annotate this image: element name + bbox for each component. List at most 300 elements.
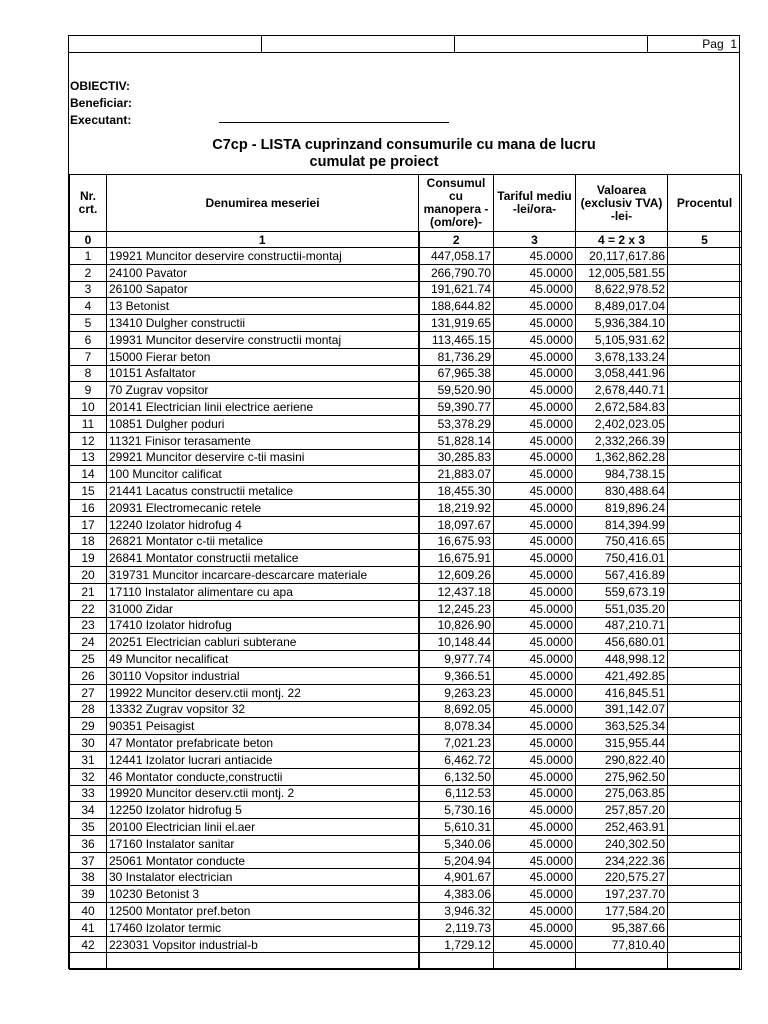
cell-valoare: 3,678,133.24 bbox=[576, 348, 668, 365]
header-cell bbox=[69, 36, 262, 52]
cell-nr: 19 bbox=[70, 550, 107, 567]
cell-valoare: 830,488.64 bbox=[576, 483, 668, 500]
cell-tarif: 45.0000 bbox=[494, 768, 576, 785]
cell-valoare: 290,822.40 bbox=[576, 751, 668, 768]
cell-valoare: 8,489,017.04 bbox=[576, 298, 668, 315]
cell-consum: 53,378.29 bbox=[419, 415, 494, 432]
cell-nr: 6 bbox=[70, 331, 107, 348]
cell-consum: 81,736.29 bbox=[419, 348, 494, 365]
table-row bbox=[70, 886, 742, 903]
cell-nr: 40 bbox=[70, 903, 107, 920]
cell-name: 26821 Montator c-tii metalice bbox=[107, 533, 419, 550]
col-header-valoare: Valoarea (exclusiv TVA) -lei- bbox=[576, 175, 668, 232]
cell-consum: 12,437.18 bbox=[419, 583, 494, 600]
cell-valoare: 197,237.70 bbox=[576, 886, 668, 903]
page-label: Pag bbox=[702, 37, 724, 51]
cell-nr: 29 bbox=[70, 718, 107, 735]
cell-valoare: 257,857.20 bbox=[576, 802, 668, 819]
document-title: C7cp - LISTA cuprinzand consumurile cu mana de lucru bbox=[212, 137, 596, 153]
cell-procent bbox=[668, 382, 742, 399]
cell-nr: 42 bbox=[70, 936, 107, 953]
cell-consum: 18,455.30 bbox=[419, 483, 494, 500]
cell-nr: 27 bbox=[70, 684, 107, 701]
cell-procent bbox=[668, 667, 742, 684]
cell-name: 17460 Izolator termic bbox=[107, 919, 419, 936]
cell-name: 15000 Fierar beton bbox=[107, 348, 419, 365]
cell-procent bbox=[668, 936, 742, 953]
cell-name: 13332 Zugrav vopsitor 32 bbox=[107, 701, 419, 718]
cell-valoare: 240,302.50 bbox=[576, 835, 668, 852]
cell-tarif: 45.0000 bbox=[494, 315, 576, 332]
page-number: 1 bbox=[730, 37, 737, 51]
cell-procent bbox=[668, 415, 742, 432]
table-row bbox=[70, 248, 742, 265]
cell-name: 29921 Muncitor deservire c-tii masini bbox=[107, 449, 419, 466]
table-row bbox=[70, 600, 742, 617]
cell-name: 17160 Instalator sanitar bbox=[107, 835, 419, 852]
cell-tarif: 45.0000 bbox=[494, 499, 576, 516]
cell-valoare: 234,222.36 bbox=[576, 852, 668, 869]
page-indicator bbox=[702, 37, 737, 51]
col-index: 0 bbox=[70, 232, 107, 248]
cell-nr: 30 bbox=[70, 735, 107, 752]
cell-valoare: 252,463.91 bbox=[576, 819, 668, 836]
table-row bbox=[70, 382, 742, 399]
cell-nr: 39 bbox=[70, 886, 107, 903]
cell-name: 19921 Muncitor deservire constructii-montaj bbox=[107, 248, 419, 265]
cell-name: 31000 Zidar bbox=[107, 600, 419, 617]
cell-consum: 67,965.38 bbox=[419, 365, 494, 382]
cell-tarif: 45.0000 bbox=[494, 399, 576, 416]
col-header-name: Denumirea meseriei bbox=[107, 175, 419, 232]
cell-consum: 8,078.34 bbox=[419, 718, 494, 735]
cell-procent bbox=[668, 365, 742, 382]
cell-name: 20251 Electrician cabluri subterane bbox=[107, 634, 419, 651]
table-row bbox=[70, 903, 742, 920]
document-sheet bbox=[68, 35, 740, 969]
table-row bbox=[70, 348, 742, 365]
cell-nr: 21 bbox=[70, 583, 107, 600]
table-row bbox=[70, 399, 742, 416]
col-header-nr: Nr. crt. bbox=[70, 175, 107, 232]
cell-procent bbox=[668, 684, 742, 701]
cell-procent bbox=[668, 248, 742, 265]
table-row bbox=[70, 331, 742, 348]
cell-name: 10230 Betonist 3 bbox=[107, 886, 419, 903]
table-row bbox=[70, 936, 742, 953]
cell-name: 26100 Sapator bbox=[107, 281, 419, 298]
cell-name: 25061 Montator conducte bbox=[107, 852, 419, 869]
cell-consum: 12,245.23 bbox=[419, 600, 494, 617]
top-header-bar bbox=[69, 36, 739, 53]
footer-cell bbox=[419, 953, 494, 970]
cell-name: 17410 Izolator hidrofug bbox=[107, 617, 419, 634]
cell-name: 20931 Electromecanic retele bbox=[107, 499, 419, 516]
cell-tarif: 45.0000 bbox=[494, 667, 576, 684]
table-row bbox=[70, 919, 742, 936]
col-header-consum: Consumul cu manopera -(om/ore)- bbox=[419, 175, 494, 232]
cell-valoare: 391,142.07 bbox=[576, 701, 668, 718]
cell-name: 19931 Muncitor deservire constructii montaj bbox=[107, 331, 419, 348]
cell-procent bbox=[668, 819, 742, 836]
cell-consum: 266,790.70 bbox=[419, 264, 494, 281]
cell-valoare: 421,492.85 bbox=[576, 667, 668, 684]
cell-nr: 11 bbox=[70, 415, 107, 432]
cell-valoare: 2,402,023.05 bbox=[576, 415, 668, 432]
cell-consum: 6,462.72 bbox=[419, 751, 494, 768]
table-row bbox=[70, 550, 742, 567]
cell-name: 12500 Montator pref.beton bbox=[107, 903, 419, 920]
cell-procent bbox=[668, 315, 742, 332]
cell-tarif: 45.0000 bbox=[494, 281, 576, 298]
cell-valoare: 12,005,581.55 bbox=[576, 264, 668, 281]
cell-consum: 8,692.05 bbox=[419, 701, 494, 718]
cell-nr: 10 bbox=[70, 399, 107, 416]
cell-nr: 34 bbox=[70, 802, 107, 819]
cell-valoare: 1,362,862.28 bbox=[576, 449, 668, 466]
cell-valoare: 814,394.99 bbox=[576, 516, 668, 533]
table-body bbox=[70, 248, 742, 953]
cell-nr: 35 bbox=[70, 819, 107, 836]
cell-procent bbox=[668, 869, 742, 886]
cell-nr: 7 bbox=[70, 348, 107, 365]
cell-nr: 1 bbox=[70, 248, 107, 265]
cell-name: 17110 Instalator alimentare cu apa bbox=[107, 583, 419, 600]
cell-procent bbox=[668, 651, 742, 668]
cell-consum: 51,828.14 bbox=[419, 432, 494, 449]
cell-nr: 37 bbox=[70, 852, 107, 869]
cell-tarif: 45.0000 bbox=[494, 550, 576, 567]
cell-valoare: 2,672,584.83 bbox=[576, 399, 668, 416]
cell-name: 19920 Muncitor deserv.ctii montj. 2 bbox=[107, 785, 419, 802]
table-row bbox=[70, 667, 742, 684]
cell-nr: 14 bbox=[70, 466, 107, 483]
cell-procent bbox=[668, 516, 742, 533]
table-row bbox=[70, 516, 742, 533]
cell-tarif: 45.0000 bbox=[494, 936, 576, 953]
cell-procent bbox=[668, 701, 742, 718]
beneficiar-label: Beneficiar: bbox=[70, 96, 133, 110]
cell-tarif: 45.0000 bbox=[494, 415, 576, 432]
cell-tarif: 45.0000 bbox=[494, 852, 576, 869]
cell-procent bbox=[668, 886, 742, 903]
col-header-procent: Procentul bbox=[668, 175, 742, 232]
cell-consum: 30,285.83 bbox=[419, 449, 494, 466]
cell-consum: 21,883.07 bbox=[419, 466, 494, 483]
cell-nr: 2 bbox=[70, 264, 107, 281]
cell-valoare: 275,063.85 bbox=[576, 785, 668, 802]
cell-consum: 4,901.67 bbox=[419, 869, 494, 886]
table-row bbox=[70, 634, 742, 651]
cell-procent bbox=[668, 903, 742, 920]
cell-nr: 25 bbox=[70, 651, 107, 668]
cell-consum: 9,263.23 bbox=[419, 684, 494, 701]
cell-procent bbox=[668, 634, 742, 651]
cell-name: 20141 Electrician linii electrice aeriene bbox=[107, 399, 419, 416]
cell-name: 10851 Dulgher poduri bbox=[107, 415, 419, 432]
cell-nr: 24 bbox=[70, 634, 107, 651]
cell-consum: 10,826.90 bbox=[419, 617, 494, 634]
cell-name: 319731 Muncitor incarcare-descarcare materiale bbox=[107, 567, 419, 584]
cell-tarif: 45.0000 bbox=[494, 869, 576, 886]
cell-valoare: 819,896.24 bbox=[576, 499, 668, 516]
cell-name: 46 Montator conducte,constructii bbox=[107, 768, 419, 785]
cell-procent bbox=[668, 751, 742, 768]
cell-procent bbox=[668, 835, 742, 852]
cell-tarif: 45.0000 bbox=[494, 516, 576, 533]
cell-tarif: 45.0000 bbox=[494, 617, 576, 634]
col-index: 3 bbox=[494, 232, 576, 248]
table-row bbox=[70, 735, 742, 752]
footer-cell bbox=[107, 953, 419, 970]
cell-consum: 7,021.23 bbox=[419, 735, 494, 752]
footer-cell bbox=[668, 953, 742, 970]
table-row bbox=[70, 432, 742, 449]
cell-valoare: 416,845.51 bbox=[576, 684, 668, 701]
cell-name: 26841 Montator constructii metalice bbox=[107, 550, 419, 567]
cell-consum: 9,366.51 bbox=[419, 667, 494, 684]
cell-valoare: 750,416.01 bbox=[576, 550, 668, 567]
cell-nr: 12 bbox=[70, 432, 107, 449]
cell-procent bbox=[668, 852, 742, 869]
cell-tarif: 45.0000 bbox=[494, 432, 576, 449]
cell-consum: 2,119.73 bbox=[419, 919, 494, 936]
cell-nr: 31 bbox=[70, 751, 107, 768]
cell-consum: 1,729.12 bbox=[419, 936, 494, 953]
cell-name: 12250 Izolator hidrofug 5 bbox=[107, 802, 419, 819]
column-index-row bbox=[70, 232, 742, 248]
cell-valoare: 2,678,440.71 bbox=[576, 382, 668, 399]
cell-valoare: 487,210.71 bbox=[576, 617, 668, 634]
cell-valoare: 750,416.65 bbox=[576, 533, 668, 550]
cell-consum: 5,340.06 bbox=[419, 835, 494, 852]
cell-name: 20100 Electrician linii el.aer bbox=[107, 819, 419, 836]
cell-tarif: 45.0000 bbox=[494, 298, 576, 315]
cell-nr: 36 bbox=[70, 835, 107, 852]
table-row bbox=[70, 466, 742, 483]
cell-tarif: 45.0000 bbox=[494, 331, 576, 348]
cell-valoare: 456,680.01 bbox=[576, 634, 668, 651]
cell-tarif: 45.0000 bbox=[494, 718, 576, 735]
cell-nr: 18 bbox=[70, 533, 107, 550]
cell-nr: 26 bbox=[70, 667, 107, 684]
cell-procent bbox=[668, 264, 742, 281]
cell-procent bbox=[668, 298, 742, 315]
cell-nr: 17 bbox=[70, 516, 107, 533]
table-row bbox=[70, 869, 742, 886]
cell-procent bbox=[668, 718, 742, 735]
cell-nr: 13 bbox=[70, 449, 107, 466]
footer-cell bbox=[70, 953, 107, 970]
cell-consum: 18,219.92 bbox=[419, 499, 494, 516]
cell-name: 49 Muncitor necalificat bbox=[107, 651, 419, 668]
cell-consum: 5,610.31 bbox=[419, 819, 494, 836]
cell-procent bbox=[668, 919, 742, 936]
cell-procent bbox=[668, 735, 742, 752]
cell-consum: 59,390.77 bbox=[419, 399, 494, 416]
cell-nr: 23 bbox=[70, 617, 107, 634]
cell-valoare: 220,575.27 bbox=[576, 869, 668, 886]
col-index: 1 bbox=[107, 232, 419, 248]
header-cell bbox=[455, 36, 648, 52]
table-row bbox=[70, 701, 742, 718]
cell-consum: 3,946.32 bbox=[419, 903, 494, 920]
cell-procent bbox=[668, 483, 742, 500]
cell-tarif: 45.0000 bbox=[494, 348, 576, 365]
cell-procent bbox=[668, 449, 742, 466]
cell-name: 12240 Izolator hidrofug 4 bbox=[107, 516, 419, 533]
cell-consum: 9,977.74 bbox=[419, 651, 494, 668]
cell-consum: 5,730.16 bbox=[419, 802, 494, 819]
cell-tarif: 45.0000 bbox=[494, 600, 576, 617]
cell-valoare: 2,332,266.39 bbox=[576, 432, 668, 449]
cell-nr: 41 bbox=[70, 919, 107, 936]
cell-name: 30110 Vopsitor industrial bbox=[107, 667, 419, 684]
cell-consum: 191,621.74 bbox=[419, 281, 494, 298]
cell-tarif: 45.0000 bbox=[494, 735, 576, 752]
cell-nr: 9 bbox=[70, 382, 107, 399]
cell-valoare: 448,998.12 bbox=[576, 651, 668, 668]
cell-consum: 131,919.65 bbox=[419, 315, 494, 332]
cell-valoare: 984,738.15 bbox=[576, 466, 668, 483]
cell-tarif: 45.0000 bbox=[494, 919, 576, 936]
cell-valoare: 559,673.19 bbox=[576, 583, 668, 600]
cell-consum: 4,383.06 bbox=[419, 886, 494, 903]
cell-procent bbox=[668, 550, 742, 567]
table-row bbox=[70, 533, 742, 550]
cell-tarif: 45.0000 bbox=[494, 533, 576, 550]
table-row bbox=[70, 567, 742, 584]
cell-procent bbox=[668, 533, 742, 550]
table-row bbox=[70, 449, 742, 466]
cell-tarif: 45.0000 bbox=[494, 382, 576, 399]
cell-valoare: 5,936,384.10 bbox=[576, 315, 668, 332]
cell-valoare: 177,584.20 bbox=[576, 903, 668, 920]
document-subtitle: cumulat pe proiect bbox=[309, 154, 439, 170]
table-row bbox=[70, 751, 742, 768]
cell-name: 12441 Izolator lucrari antiacide bbox=[107, 751, 419, 768]
cell-name: 223031 Vopsitor industrial-b bbox=[107, 936, 419, 953]
table-row bbox=[70, 802, 742, 819]
cell-consum: 16,675.91 bbox=[419, 550, 494, 567]
labour-table bbox=[69, 174, 742, 970]
cell-tarif: 45.0000 bbox=[494, 483, 576, 500]
cell-consum: 18,097.67 bbox=[419, 516, 494, 533]
cell-nr: 15 bbox=[70, 483, 107, 500]
cell-consum: 12,609.26 bbox=[419, 567, 494, 584]
table-row bbox=[70, 499, 742, 516]
cell-name: 21441 Lacatus constructii metalice bbox=[107, 483, 419, 500]
cell-procent bbox=[668, 499, 742, 516]
cell-tarif: 45.0000 bbox=[494, 567, 576, 584]
cell-valoare: 95,387.66 bbox=[576, 919, 668, 936]
cell-consum: 188,644.82 bbox=[419, 298, 494, 315]
cell-tarif: 45.0000 bbox=[494, 466, 576, 483]
cell-procent bbox=[668, 785, 742, 802]
footer-cell bbox=[494, 953, 576, 970]
cell-nr: 38 bbox=[70, 869, 107, 886]
cell-nr: 8 bbox=[70, 365, 107, 382]
cell-valoare: 77,810.40 bbox=[576, 936, 668, 953]
cell-name: 70 Zugrav vopsitor bbox=[107, 382, 419, 399]
cell-nr: 32 bbox=[70, 768, 107, 785]
cell-procent bbox=[668, 348, 742, 365]
cell-tarif: 45.0000 bbox=[494, 751, 576, 768]
project-info bbox=[70, 78, 132, 129]
cell-name: 24100 Pavator bbox=[107, 264, 419, 281]
header-cell bbox=[262, 36, 455, 52]
table-row bbox=[70, 852, 742, 869]
cell-nr: 3 bbox=[70, 281, 107, 298]
cell-name: 90351 Peisagist bbox=[107, 718, 419, 735]
cell-nr: 16 bbox=[70, 499, 107, 516]
cell-procent bbox=[668, 617, 742, 634]
cell-valoare: 5,105,931.62 bbox=[576, 331, 668, 348]
cell-consum: 59,520.90 bbox=[419, 382, 494, 399]
cell-consum: 6,112.53 bbox=[419, 785, 494, 802]
cell-tarif: 45.0000 bbox=[494, 651, 576, 668]
obiectiv-label: OBIECTIV: bbox=[70, 79, 131, 93]
cell-procent bbox=[668, 399, 742, 416]
table-row bbox=[70, 415, 742, 432]
cell-tarif: 45.0000 bbox=[494, 903, 576, 920]
cell-valoare: 275,962.50 bbox=[576, 768, 668, 785]
col-header-tarif: Tariful mediu -lei/ora- bbox=[494, 175, 576, 232]
table-header-row bbox=[70, 175, 742, 232]
cell-name: 13 Betonist bbox=[107, 298, 419, 315]
cell-valoare: 551,035.20 bbox=[576, 600, 668, 617]
table-row bbox=[70, 718, 742, 735]
cell-nr: 20 bbox=[70, 567, 107, 584]
table-row bbox=[70, 819, 742, 836]
table-row bbox=[70, 281, 742, 298]
cell-tarif: 45.0000 bbox=[494, 365, 576, 382]
table-row bbox=[70, 684, 742, 701]
cell-valoare: 315,955.44 bbox=[576, 735, 668, 752]
cell-nr: 4 bbox=[70, 298, 107, 315]
cell-tarif: 45.0000 bbox=[494, 449, 576, 466]
table-row bbox=[70, 617, 742, 634]
cell-procent bbox=[668, 331, 742, 348]
cell-name: 13410 Dulgher constructii bbox=[107, 315, 419, 332]
cell-nr: 33 bbox=[70, 785, 107, 802]
table-row bbox=[70, 315, 742, 332]
cell-consum: 6,132.50 bbox=[419, 768, 494, 785]
cell-procent bbox=[668, 466, 742, 483]
cell-tarif: 45.0000 bbox=[494, 634, 576, 651]
table-footer-row bbox=[70, 953, 742, 970]
cell-tarif: 45.0000 bbox=[494, 835, 576, 852]
cell-name: 30 Instalator electrician bbox=[107, 869, 419, 886]
cell-consum: 447,058.17 bbox=[419, 248, 494, 265]
table-row bbox=[70, 768, 742, 785]
cell-tarif: 45.0000 bbox=[494, 785, 576, 802]
table-row bbox=[70, 264, 742, 281]
cell-tarif: 45.0000 bbox=[494, 802, 576, 819]
cell-valoare: 567,416.89 bbox=[576, 567, 668, 584]
cell-name: 100 Muncitor calificat bbox=[107, 466, 419, 483]
cell-tarif: 45.0000 bbox=[494, 886, 576, 903]
cell-tarif: 45.0000 bbox=[494, 819, 576, 836]
col-index: 2 bbox=[419, 232, 494, 248]
cell-procent bbox=[668, 432, 742, 449]
footer-cell bbox=[576, 953, 668, 970]
cell-consum: 10,148.44 bbox=[419, 634, 494, 651]
col-index: 5 bbox=[668, 232, 742, 248]
table-row bbox=[70, 298, 742, 315]
table-row bbox=[70, 651, 742, 668]
cell-name: 10151 Asfaltator bbox=[107, 365, 419, 382]
